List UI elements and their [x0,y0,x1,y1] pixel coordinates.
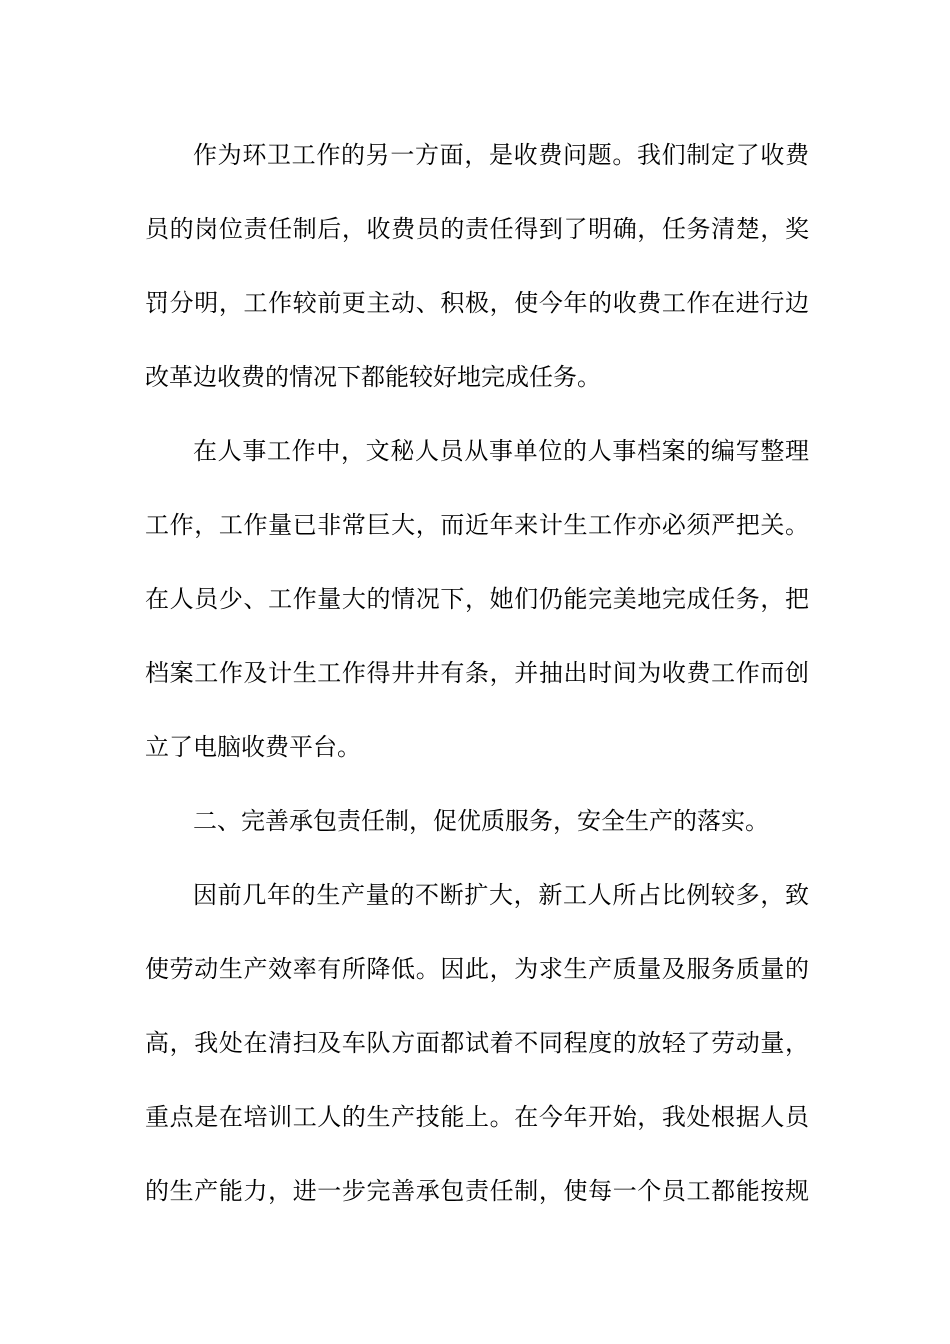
text-line: 员的岗位责任制后，收费员的责任得到了明确，任务清楚，奖 [145,215,809,243]
text-line: 高，我处在清扫及车队方面都试着不同程度的放轻了劳动量， [145,1029,809,1057]
text-line: 工作，工作量已非常巨大，而近年来计生工作亦必须严把关。 [145,511,809,539]
text-line: 因前几年的生产量的不断扩大，新工人所占比例较多，致 [193,881,809,909]
text-line: 档案工作及计生工作得井井有条，并抽出时间为收费工作而创 [145,659,809,687]
text-line: 在人事工作中，文秘人员从事单位的人事档案的编写整理 [193,437,809,465]
paragraph-personnel [145,414,809,784]
text-line: 作为环卫工作的另一方面，是收费问题。我们制定了收费 [193,141,809,169]
text-line: 立了电脑收费平台。 [145,733,361,761]
text-line: 改革边收费的情况下都能较好地完成任务。 [145,363,601,391]
text-line: 罚分明，工作较前更主动、积极，使今年的收费工作在进行边 [145,289,809,317]
text-line: 的生产能力，进一步完善承包责任制，使每一个员工都能按规 [145,1177,809,1205]
document-page [145,118,809,1228]
paragraph-production [145,858,809,1228]
section-heading-line: 二、完善承包责任制，促优质服务，安全生产的落实。 [193,807,769,835]
text-line: 使劳动生产效率有所降低。因此，为求生产质量及服务质量的 [145,955,809,983]
section-heading [145,784,809,858]
paragraph-fee-collection [145,118,809,414]
text-line: 重点是在培训工人的生产技能上。在今年开始，我处根据人员 [145,1103,809,1131]
text-line: 在人员少、工作量大的情况下，她们仍能完美地完成任务，把 [145,585,809,613]
